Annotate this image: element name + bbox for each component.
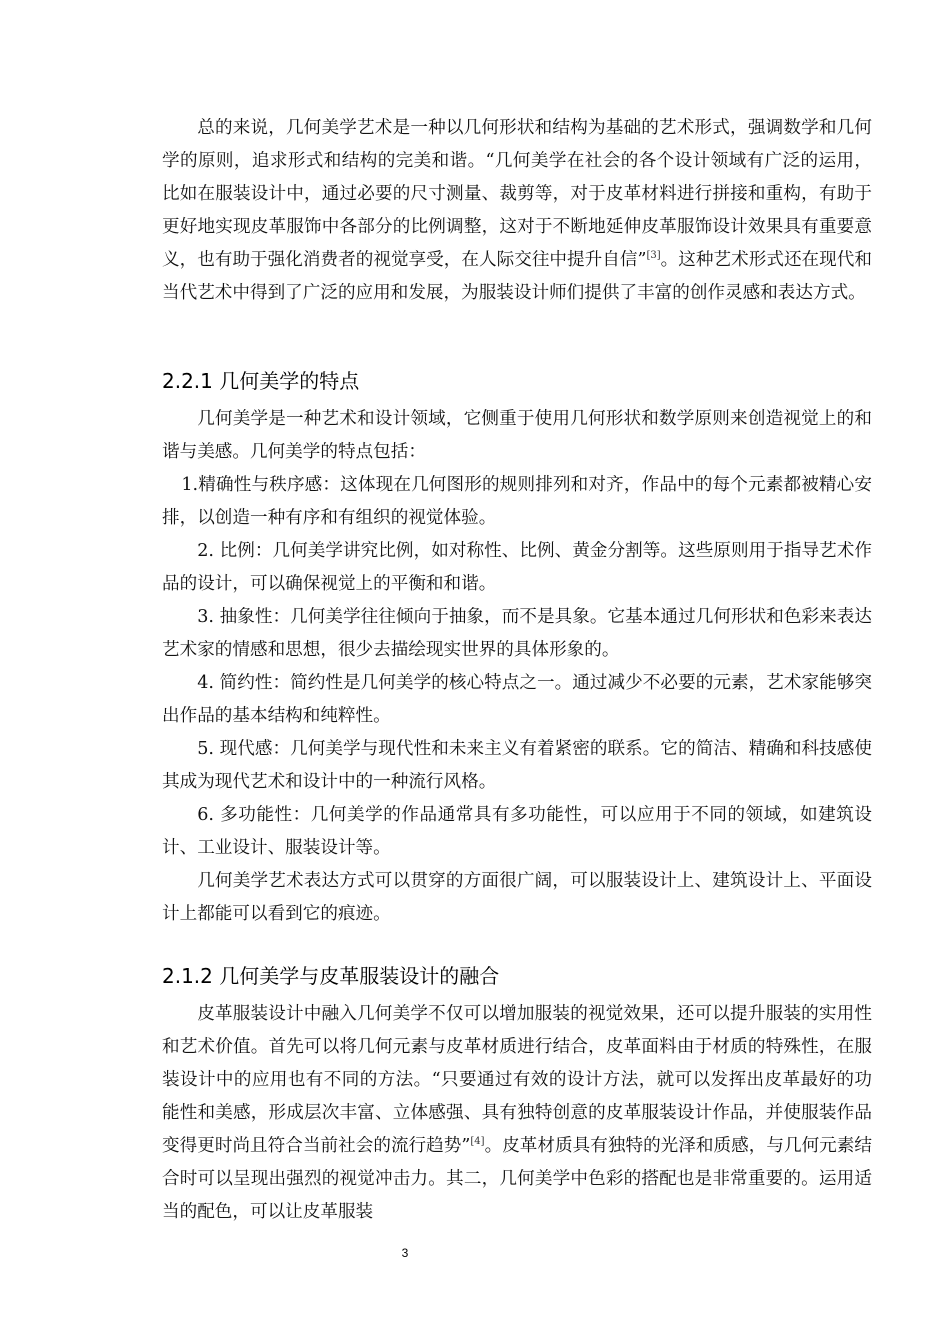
intro-paragraph [162,112,872,310]
section-heading-2-2-1: 2.2.1 几何美学的特点 [162,369,360,393]
feature-item-5: 5. 现代感：几何美学与现代性和未来主义有着紧密的联系。它的简洁、精确和科技感使其成为现代艺术和设计中的一种流行风格。 [162,739,872,792]
fusion-paragraph [162,998,872,1229]
features-closing-paragraph: 几何美学艺术表达方式可以贯穿的方面很广阔，可以服装设计上、建筑设计上、平面设计上都能可以看到它的痕迹。 [162,871,872,924]
citation-3[interactable]: [3] [646,250,661,261]
feature-item-2: 2. 比例：几何美学讲究比例，如对称性、比例、黄金分割等。这些原则用于指导艺术作品的设计，可以确保视觉上的平衡和和谐。 [162,541,872,594]
features-intro-paragraph: 几何美学是一种艺术和设计领域，它侧重于使用几何形状和数学原则来创造视觉上的和谐与美感。几何美学的特点包括： [162,409,872,462]
feature-item-1: 1.精确性与秩序感：这体现在几何图形的规则排列和对齐，作品中的每个元素都被精心安排，以创造一种有序和有组织的视觉体验。 [162,475,872,528]
section-heading-2-1-2: 2.1.2 几何美学与皮革服装设计的融合 [162,964,500,988]
page-number: 3 [401,1246,409,1260]
fusion-text: 皮革服装设计中融入几何美学不仅可以增加服装的视觉效果，还可以提升服装的实用性和艺术价值。首先可以将几何元素与皮革材质进行结合，皮革面料由于材质的特殊性，在服装设计中的应用也有不同的方法。“只要通过有效的设计方法，就可以发挥出皮革最好的功能性和美感，形成层次丰富、立体感强、具有独特创意的皮革服装设计作品，并使服装作品变得更时尚且符合当前社会的流行趋势” [162,1004,872,1156]
feature-item-3: 3. 抽象性：几何美学往往倾向于抽象，而不是具象。它基本通过几何形状和色彩来表达艺术家的情感和思想，很少去描绘现实世界的具体形象的。 [162,607,872,660]
intro-text-continued: 。这种艺术形式还在现代和当代艺术中得到了广泛的应用和发展，为服装设计师们提供了丰富的创作灵感和表达方式。 [162,250,872,303]
feature-item-4: 4. 简约性：简约性是几何美学的核心特点之一。通过减少不必要的元素，艺术家能够突出作品的基本结构和纯粹性。 [162,673,872,726]
fusion-text-continued: 。皮革材质具有独特的光泽和质感，与几何元素结合时可以呈现出强烈的视觉冲击力。其二，几何美学中色彩的搭配也是非常重要的。运用适当的配色，可以让皮革服装 [162,1136,872,1222]
feature-item-6: 6. 多功能性：几何美学的作品通常具有多功能性，可以应用于不同的领域，如建筑设计、工业设计、服装设计等。 [162,805,872,858]
citation-4[interactable]: [4] [470,1136,485,1147]
intro-text: 总的来说，几何美学艺术是一种以几何形状和结构为基础的艺术形式，强调数学和几何学的原则，追求形式和结构的完美和谐。“几何美学在社会的各个设计领域有广泛的运用，比如在服装设计中，通过必要的尺寸测量、裁剪等，对于皮革材料进行拼接和重构，有助于更好地实现皮革服饰中各部分的比例调整，这对于不断地延伸皮革服饰设计效果具有重要意义，也有助于强化消费者的视觉享受，在人际交往中提升自信” [162,118,872,270]
